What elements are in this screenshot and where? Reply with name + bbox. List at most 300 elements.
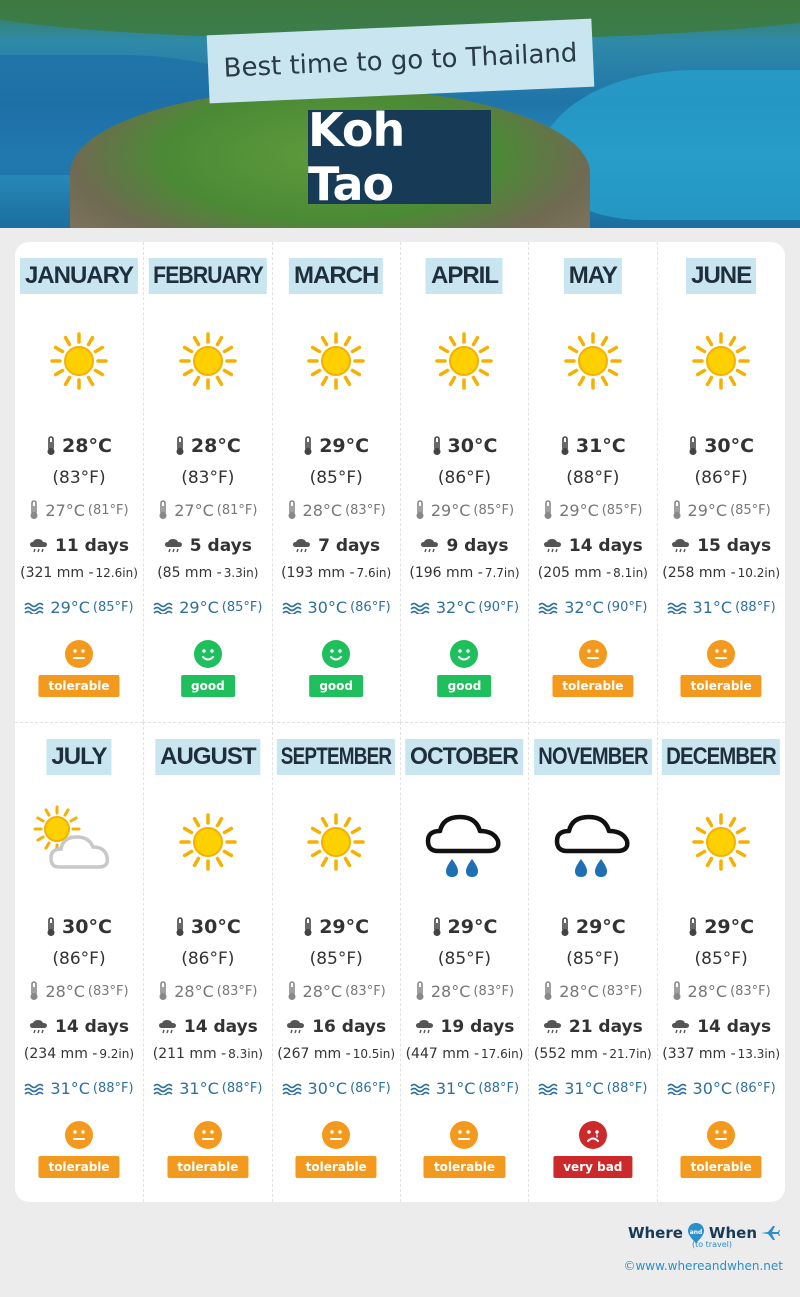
thermometer-icon [415, 981, 425, 1001]
rating-badge: tolerable [167, 1156, 248, 1178]
page-subtitle: Best time to go to Thailand [207, 19, 595, 104]
rain-days-value: 5 days [189, 536, 252, 556]
month-label: AUGUST [155, 739, 260, 775]
sun-icon [171, 805, 245, 879]
thermometer-icon [560, 917, 570, 937]
thermometer-icon [287, 981, 297, 1001]
rainfall-mm: (552 mm - [533, 1046, 608, 1062]
sea-temp-f: (86°F) [350, 1081, 391, 1096]
max-temp-f: (85°F) [566, 949, 620, 969]
partly-cloudy-icon [33, 805, 125, 879]
sea-temp-f: (88°F) [606, 1081, 648, 1096]
rain-days [401, 536, 528, 556]
neutral-face-icon [707, 640, 735, 668]
sea-temperature [15, 1079, 143, 1098]
min-temperature [529, 500, 656, 520]
rainfall-mm: (447 mm - [405, 1046, 480, 1062]
max-temp-f: (86°F) [694, 468, 748, 488]
neutral-face-icon [322, 1121, 350, 1149]
neutral-face-icon [65, 640, 93, 668]
max-temperature [401, 435, 528, 457]
rain-days [144, 536, 271, 556]
max-temp-c: 29°C [575, 916, 626, 938]
thermometer-icon [415, 500, 425, 520]
max-temperature-f [144, 468, 271, 488]
rain-days [658, 1017, 785, 1037]
rating-badge: good [309, 675, 363, 697]
climate-grid [15, 242, 785, 1202]
max-temperature [144, 916, 271, 938]
sun-icon [299, 805, 373, 879]
rain-days-value: 14 days [183, 1017, 258, 1037]
min-temperature [144, 500, 271, 520]
neutral-face-icon [194, 1121, 222, 1149]
month-label: MARCH [289, 258, 383, 294]
max-temperature [529, 916, 656, 938]
month-label: SEPTEMBER [277, 739, 395, 775]
min-temp-c: 29°C [687, 500, 728, 520]
rain-icon [158, 1019, 178, 1035]
month-column-july [15, 722, 143, 1202]
rain-icon [164, 538, 184, 554]
weather-icon [658, 805, 785, 879]
max-temperature-f [401, 468, 528, 488]
rain-icon [420, 538, 440, 554]
rainfall [273, 565, 400, 581]
thermometer-icon [46, 917, 56, 937]
rainfall [144, 1046, 271, 1062]
brand-when: When [708, 1224, 757, 1242]
thermometer-icon [287, 500, 297, 520]
brand-and: and [689, 1229, 703, 1236]
sea-temperature [273, 598, 400, 617]
max-temp-f: (86°F) [52, 949, 106, 969]
rainfall-in: 21.7in) [609, 1047, 652, 1061]
min-temperature [529, 981, 656, 1001]
min-temp-f: (85°F) [730, 502, 771, 518]
rain-icon [543, 538, 563, 554]
sea-temp-f: (90°F) [478, 600, 520, 615]
min-temp-c: 27°C [45, 500, 85, 520]
rain-days [401, 1017, 528, 1037]
rain-cloud-icon [424, 805, 504, 885]
rain-days [144, 1017, 271, 1037]
rain-days-value: 15 days [697, 536, 772, 556]
sea-temperature [273, 1079, 400, 1098]
sad-face-icon [579, 1121, 607, 1149]
max-temp-f: (83°F) [181, 468, 235, 488]
min-temp-f: (83°F) [216, 983, 258, 999]
rainfall-in: 10.5in) [352, 1047, 396, 1061]
brand-where: Where [627, 1224, 683, 1242]
page-title: Koh Tao [308, 110, 491, 204]
max-temperature-f [273, 949, 400, 969]
sun-icon [556, 324, 630, 398]
min-temperature [401, 981, 528, 1001]
rainfall-in: 7.6in) [356, 566, 392, 580]
weather-icon [658, 324, 785, 398]
max-temperature-f [144, 949, 271, 969]
month-column-september [272, 722, 400, 1202]
month-column-april [400, 242, 528, 722]
month-column-december [657, 722, 785, 1202]
min-temp-c: 29°C [559, 500, 599, 520]
month-label: FEBRUARY [149, 258, 267, 294]
weather-icon [144, 324, 271, 398]
min-temp-f: (81°F) [216, 502, 258, 518]
sun-icon [684, 805, 758, 879]
rating-badge: tolerable [681, 675, 762, 697]
sea-waves-icon [282, 602, 302, 614]
max-temperature [529, 435, 656, 457]
rating-badge: tolerable [38, 675, 119, 697]
rain-icon [29, 1019, 49, 1035]
rain-days [15, 1017, 143, 1037]
rating-badge: tolerable [681, 1156, 762, 1178]
rainfall-in: 9.2in) [99, 1047, 135, 1061]
sea-temp-f: (86°F) [735, 1081, 776, 1096]
rating-badge: tolerable [296, 1156, 377, 1178]
thermometer-icon [303, 917, 313, 937]
min-temp-c: 28°C [302, 981, 343, 1001]
max-temperature [15, 916, 143, 938]
weather-icon [144, 805, 271, 879]
rainfall-in: 8.1in) [613, 566, 648, 580]
rainfall-in: 7.7in) [484, 566, 520, 580]
rainfall-in: 10.2in) [737, 566, 781, 580]
min-temp-c: 28°C [174, 981, 214, 1001]
max-temperature-f [273, 468, 400, 488]
rainfall [401, 1046, 528, 1062]
weather-icon [401, 324, 528, 398]
thermometer-icon [560, 436, 570, 456]
min-temperature [401, 500, 528, 520]
max-temp-c: 29°C [704, 916, 755, 938]
thermometer-icon [672, 500, 682, 520]
sun-icon [684, 324, 758, 398]
sea-waves-icon [282, 1083, 302, 1095]
thermometer-icon [688, 436, 698, 456]
max-temp-c: 31°C [575, 435, 626, 457]
thermometer-icon [432, 917, 442, 937]
sea-waves-icon [24, 602, 44, 614]
rating-badge: tolerable [424, 1156, 505, 1178]
max-temperature-f [658, 468, 785, 488]
thermometer-icon [672, 981, 682, 1001]
rainfall [144, 565, 271, 581]
min-temp-f: (85°F) [473, 502, 515, 518]
max-temperature [658, 435, 785, 457]
min-temp-f: (83°F) [601, 983, 643, 999]
rainfall [15, 1046, 143, 1062]
sea-temp-c: 32°C [564, 598, 604, 617]
max-temp-c: 30°C [62, 916, 112, 938]
max-temperature [273, 916, 400, 938]
rain-days-value: 19 days [440, 1017, 515, 1037]
max-temp-c: 29°C [319, 916, 370, 938]
sea-temp-c: 32°C [435, 598, 476, 617]
sea-temperature [15, 598, 143, 617]
thermometer-icon [175, 917, 185, 937]
thermometer-icon [46, 436, 56, 456]
rain-days [529, 536, 656, 556]
max-temperature [401, 916, 528, 938]
max-temp-f: (83°F) [52, 468, 106, 488]
sea-temp-f: (90°F) [606, 600, 648, 615]
max-temp-f: (86°F) [437, 468, 492, 488]
month-label: JUNE [686, 258, 756, 294]
month-column-may [528, 242, 656, 722]
sea-waves-icon [153, 602, 173, 614]
weather-icon [15, 805, 143, 879]
rain-icon [671, 538, 691, 554]
rainfall-in: 8.3in) [228, 1047, 263, 1061]
thermometer-icon [543, 981, 553, 1001]
thermometer-icon [432, 436, 442, 456]
rainfall [273, 1046, 400, 1062]
thermometer-icon [158, 981, 168, 1001]
min-temp-f: (83°F) [345, 983, 386, 999]
sea-waves-icon [410, 602, 430, 614]
rain-icon [543, 1019, 563, 1035]
sea-temp-f: (85°F) [221, 600, 263, 615]
rain-days-value: 16 days [312, 1017, 387, 1037]
max-temp-c: 28°C [62, 435, 112, 457]
rain-days-value: 21 days [568, 1017, 643, 1037]
sea-temp-c: 31°C [435, 1079, 476, 1098]
sun-icon [427, 324, 501, 398]
max-temp-f: (85°F) [694, 949, 748, 969]
min-temp-c: 27°C [174, 500, 214, 520]
max-temperature-f [15, 468, 143, 488]
max-temperature-f [529, 949, 656, 969]
rainfall-in: 12.6in) [95, 566, 138, 580]
max-temperature-f [658, 949, 785, 969]
sea-temp-c: 30°C [307, 1079, 348, 1098]
max-temp-f: (85°F) [437, 949, 492, 969]
thermometer-icon [29, 500, 39, 520]
month-label: DECEMBER [662, 739, 780, 775]
max-temperature-f [15, 949, 143, 969]
max-temp-c: 30°C [704, 435, 755, 457]
rainfall [658, 565, 785, 581]
rating-badge: good [181, 675, 235, 697]
min-temp-c: 28°C [687, 981, 728, 1001]
sun-icon [171, 324, 245, 398]
rainfall-mm: (193 mm - [281, 565, 355, 581]
max-temp-c: 29°C [447, 916, 498, 938]
happy-face-icon [322, 640, 350, 668]
rainfall [15, 565, 143, 581]
sea-waves-icon [538, 602, 558, 614]
rainfall-mm: (258 mm - [662, 565, 736, 581]
month-column-october [400, 722, 528, 1202]
sea-temp-c: 29°C [50, 598, 90, 617]
min-temperature [144, 981, 271, 1001]
thermometer-icon [175, 436, 185, 456]
neutral-face-icon [707, 1121, 735, 1149]
rain-icon [286, 1019, 306, 1035]
month-label: NOVEMBER [534, 739, 652, 775]
sea-temp-f: (88°F) [478, 1081, 520, 1096]
max-temp-c: 30°C [190, 916, 241, 938]
rainfall-in: 13.3in) [737, 1047, 781, 1061]
max-temperature [144, 435, 271, 457]
max-temp-c: 28°C [190, 435, 241, 457]
sea-temperature [401, 598, 528, 617]
rainfall [529, 565, 656, 581]
max-temperature [273, 435, 400, 457]
rain-icon [671, 1019, 691, 1035]
max-temp-f: (88°F) [566, 468, 620, 488]
rain-days [658, 536, 785, 556]
rainfall-mm: (337 mm - [662, 1046, 736, 1062]
sea-temperature [401, 1079, 528, 1098]
min-temp-c: 29°C [430, 500, 471, 520]
rain-days-value: 7 days [318, 536, 381, 556]
rain-days-value: 9 days [446, 536, 509, 556]
month-label: OCTOBER [406, 739, 524, 775]
month-column-february [143, 242, 271, 722]
rain-days-value: 14 days [697, 1017, 772, 1037]
max-temp-f: (85°F) [309, 468, 363, 488]
min-temp-f: (83°F) [345, 502, 386, 518]
thermometer-icon [29, 981, 39, 1001]
rainfall [401, 565, 528, 581]
rainfall-mm: (205 mm - [537, 565, 612, 581]
month-column-november [528, 722, 656, 1202]
rain-days [273, 1017, 400, 1037]
sea-temperature [144, 598, 271, 617]
sea-temp-c: 31°C [50, 1079, 90, 1098]
max-temperature-f [529, 468, 656, 488]
rain-days-value: 11 days [55, 536, 129, 556]
sun-icon [299, 324, 373, 398]
rain-days [273, 536, 400, 556]
rainfall-in: 3.3in) [223, 566, 259, 580]
min-temperature [273, 500, 400, 520]
rain-days-value: 14 days [55, 1017, 129, 1037]
sea-temp-c: 30°C [307, 598, 348, 617]
rating-badge: very bad [553, 1156, 632, 1178]
rainfall-mm: (196 mm - [409, 565, 483, 581]
month-column-june [657, 242, 785, 722]
rainfall-mm: (234 mm - [23, 1046, 98, 1062]
sea-temperature [658, 598, 785, 617]
neutral-face-icon [65, 1121, 93, 1149]
neutral-face-icon [579, 640, 607, 668]
sea-temp-c: 31°C [179, 1079, 219, 1098]
sea-temperature [529, 598, 656, 617]
sea-waves-icon [153, 1083, 173, 1095]
thermometer-icon [543, 500, 553, 520]
month-label: APRIL [426, 258, 503, 294]
max-temp-c: 30°C [447, 435, 498, 457]
sea-temperature [529, 1079, 656, 1098]
rainfall-mm: (85 mm - [157, 565, 222, 581]
min-temp-f: (85°F) [601, 502, 643, 518]
airplane-icon [760, 1225, 780, 1241]
month-label: JANUARY [20, 258, 138, 294]
rainfall-mm: (321 mm - [20, 565, 94, 581]
min-temp-f: (83°F) [473, 983, 515, 999]
sea-temp-c: 29°C [179, 598, 219, 617]
weather-icon [273, 805, 400, 879]
min-temp-f: (83°F) [87, 983, 129, 999]
rain-days [529, 1017, 656, 1037]
hero-photo [0, 0, 800, 228]
sea-temp-c: 31°C [692, 598, 733, 617]
sea-waves-icon [538, 1083, 558, 1095]
rain-days-value: 14 days [568, 536, 643, 556]
sea-waves-icon [24, 1083, 44, 1095]
min-temperature [658, 981, 785, 1001]
min-temperature [15, 981, 143, 1001]
brand-tagline: (to travel) [691, 1240, 732, 1249]
happy-face-icon [194, 640, 222, 668]
weather-icon [15, 324, 143, 398]
weather-icon [401, 805, 528, 879]
thermometer-icon [158, 500, 168, 520]
rainfall-mm: (211 mm - [152, 1046, 227, 1062]
rainfall [529, 1046, 656, 1062]
sea-temp-f: (85°F) [92, 600, 134, 615]
min-temperature [273, 981, 400, 1001]
rain-icon [415, 1019, 435, 1035]
rain-icon [29, 538, 49, 554]
sea-temp-f: (88°F) [92, 1081, 134, 1096]
month-column-january [15, 242, 143, 722]
sea-temperature [658, 1079, 785, 1098]
rating-badge: tolerable [552, 675, 633, 697]
month-label: JULY [46, 739, 111, 775]
sun-icon [42, 324, 116, 398]
min-temperature [658, 500, 785, 520]
rain-cloud-icon [553, 805, 633, 885]
sea-temperature [144, 1079, 271, 1098]
sea-temp-c: 31°C [564, 1079, 604, 1098]
max-temp-f: (85°F) [309, 949, 363, 969]
sea-waves-icon [410, 1083, 430, 1095]
min-temp-c: 28°C [45, 981, 85, 1001]
min-temp-f: (81°F) [87, 502, 129, 518]
max-temperature [15, 435, 143, 457]
min-temp-f: (83°F) [730, 983, 771, 999]
site-url[interactable]: ©www.whereandwhen.net [623, 1259, 783, 1273]
weather-icon [529, 805, 656, 879]
happy-face-icon [450, 640, 478, 668]
month-column-march [272, 242, 400, 722]
min-temp-c: 28°C [559, 981, 599, 1001]
max-temperature-f [401, 949, 528, 969]
thermometer-icon [688, 917, 698, 937]
min-temperature [15, 500, 143, 520]
sea-waves-icon [667, 1083, 687, 1095]
max-temperature [658, 916, 785, 938]
weather-icon [529, 324, 656, 398]
thermometer-icon [303, 436, 313, 456]
rating-badge: tolerable [38, 1156, 119, 1178]
month-column-august [143, 722, 271, 1202]
rain-icon [292, 538, 312, 554]
sea-temp-c: 30°C [692, 1079, 733, 1098]
rain-days [15, 536, 143, 556]
min-temp-c: 28°C [302, 500, 343, 520]
rating-badge: good [438, 675, 492, 697]
rainfall-in: 17.6in) [481, 1047, 524, 1061]
rainfall-mm: (267 mm - [277, 1046, 351, 1062]
sea-waves-icon [667, 602, 687, 614]
